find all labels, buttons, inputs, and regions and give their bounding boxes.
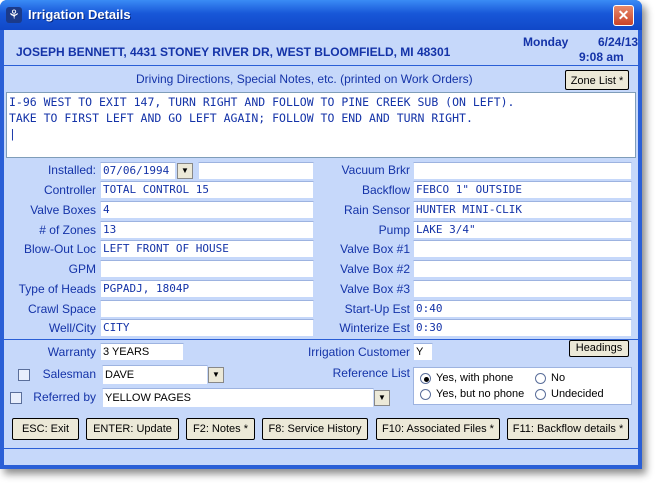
valve-box-1-label: Valve Box #1 xyxy=(340,242,410,256)
current-date: 6/24/13 xyxy=(598,35,639,49)
backflow-field[interactable]: FEBCO 1" OUTSIDE xyxy=(413,181,632,199)
winterize-est-field[interactable]: 0:30 xyxy=(413,319,632,337)
enter-update-button[interactable]: ENTER: Update xyxy=(86,418,179,440)
section-divider xyxy=(4,339,638,340)
gpm-field[interactable] xyxy=(100,260,314,278)
f2-notes-button[interactable]: F2: Notes * xyxy=(186,418,255,440)
salesman-label: Salesman xyxy=(42,367,96,381)
salesman-checkbox[interactable] xyxy=(18,369,30,381)
winterize-est-label: Winterize Est xyxy=(339,321,410,335)
radio-no[interactable] xyxy=(535,373,546,384)
close-button[interactable]: ✕ xyxy=(613,5,634,26)
valve-boxes-field[interactable]: 4 xyxy=(100,201,314,219)
installed-extra-field[interactable] xyxy=(198,162,314,180)
f11-backflow-details-button[interactable]: F11: Backflow details * xyxy=(507,418,629,440)
zones-label: # of Zones xyxy=(39,223,96,237)
irrigation-customer-field[interactable]: Y xyxy=(413,343,433,361)
salesman-select[interactable]: DAVE xyxy=(102,365,208,385)
controller-field[interactable]: TOTAL CONTROL 15 xyxy=(100,181,314,199)
valve-box-3-label: Valve Box #3 xyxy=(340,282,410,296)
referred-by-label: Referred by xyxy=(33,390,96,404)
gpm-label: GPM xyxy=(68,262,96,276)
salesman-dropdown-icon[interactable]: ▼ xyxy=(208,367,224,383)
window-title: Irrigation Details xyxy=(28,7,131,22)
valve-boxes-label: Valve Boxes xyxy=(30,203,96,217)
notes-caption: Driving Directions, Special Notes, etc. (printed on Work Orders) xyxy=(136,72,473,86)
type-of-heads-field[interactable]: PGPADJ, 1804P xyxy=(100,280,314,298)
radio-undecided-label: Undecided xyxy=(551,388,604,400)
vacuum-brkr-label: Vacuum Brkr xyxy=(341,163,410,177)
radio-yes-with-phone-label: Yes, with phone xyxy=(436,372,514,384)
vacuum-brkr-field[interactable] xyxy=(413,162,632,180)
valve-box-3-field[interactable] xyxy=(413,280,632,298)
crawl-space-field[interactable] xyxy=(100,300,314,318)
rain-sensor-label: Rain Sensor xyxy=(343,203,410,217)
referred-by-select[interactable]: YELLOW PAGES xyxy=(102,388,374,408)
well-city-field[interactable]: CITY xyxy=(100,319,314,337)
f8-service-history-button[interactable]: F8: Service History xyxy=(262,418,368,440)
radio-yes-no-phone[interactable] xyxy=(420,389,431,400)
type-of-heads-label: Type of Heads xyxy=(18,282,96,296)
radio-yes-with-phone[interactable] xyxy=(420,373,431,384)
installed-date-dropdown-icon[interactable]: ▼ xyxy=(177,163,193,179)
warranty-label: Warranty xyxy=(47,345,96,359)
title-bar[interactable] xyxy=(0,0,642,30)
well-city-label: Well/City xyxy=(48,321,96,335)
pump-label: Pump xyxy=(378,223,410,237)
radio-undecided[interactable] xyxy=(535,389,546,400)
blow-out-loc-field[interactable]: LEFT FRONT OF HOUSE xyxy=(100,240,314,258)
current-time: 9:08 am xyxy=(579,50,624,64)
valve-box-1-field[interactable] xyxy=(413,240,632,258)
start-up-est-label: Start-Up Est xyxy=(344,302,410,316)
current-day: Monday xyxy=(523,35,569,49)
pump-field[interactable]: LAKE 3/4" xyxy=(413,221,632,239)
f10-associated-files-button[interactable]: F10: Associated Files * xyxy=(376,418,500,440)
valve-box-2-field[interactable] xyxy=(413,260,632,278)
notes-textarea[interactable]: I-96 WEST TO EXIT 147, TURN RIGHT AND FOLLOW TO PINE CREEK SUB (ON LEFT). TAKE TO FIRST LEFT AND GO LEFT AGAIN; FOLLOW TO END AND TURN RIGHT. | xyxy=(6,92,636,158)
rain-sensor-field[interactable]: HUNTER MINI-CLIK xyxy=(413,201,632,219)
headings-button[interactable]: Headings xyxy=(569,340,629,357)
customer-header xyxy=(4,30,638,66)
zone-list-button[interactable]: Zone List * xyxy=(565,70,629,90)
radio-no-label: No xyxy=(551,372,566,384)
controller-label: Controller xyxy=(43,183,96,197)
irrigation-customer-label: Irrigation Customer xyxy=(307,345,410,359)
blow-out-loc-label: Blow-Out Loc xyxy=(23,242,96,256)
installed-label: Installed: xyxy=(47,163,96,177)
esc-exit-button[interactable]: ESC: Exit xyxy=(12,418,79,440)
reference-list-group xyxy=(413,367,632,405)
backflow-label: Backflow xyxy=(361,183,410,197)
valve-box-2-label: Valve Box #2 xyxy=(340,262,410,276)
start-up-est-field[interactable]: 0:40 xyxy=(413,300,632,318)
warranty-field[interactable]: 3 YEARS xyxy=(100,343,184,361)
installed-date-field[interactable]: 07/06/1994 xyxy=(100,162,176,180)
referred-by-checkbox[interactable] xyxy=(10,392,22,404)
customer-name-address: JOSEPH BENNETT, 4431 STONEY RIVER DR, WEST BLOOMFIELD, MI 48301 xyxy=(16,45,451,59)
client-area xyxy=(4,30,638,465)
radio-yes-no-phone-label: Yes, but no phone xyxy=(436,388,525,400)
referred-by-dropdown-icon[interactable]: ▼ xyxy=(374,390,390,406)
crawl-space-label: Crawl Space xyxy=(27,302,96,316)
zones-field[interactable]: 13 xyxy=(100,221,314,239)
app-icon: ⚘ xyxy=(6,7,22,23)
reference-list-label: Reference List xyxy=(332,366,410,380)
status-strip xyxy=(4,448,638,465)
